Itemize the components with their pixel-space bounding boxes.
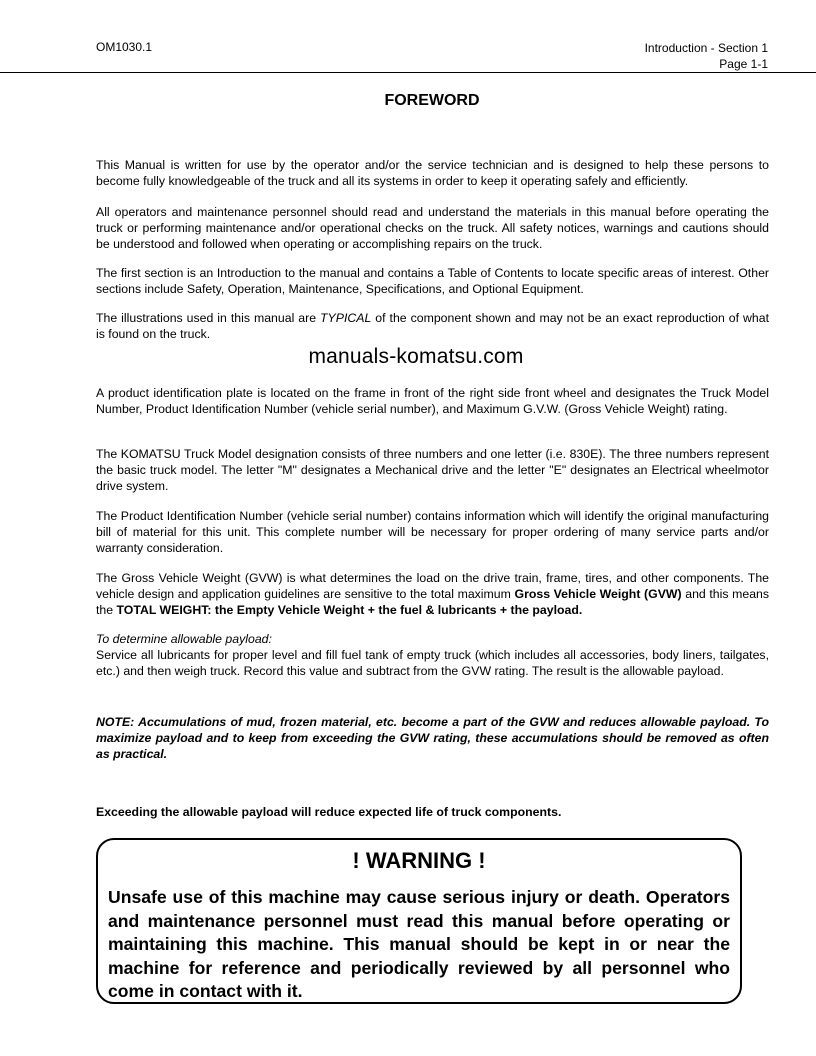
- paragraph-purpose: This Manual is written for use by the operator and/or the service technician and is designed to help these persons to become fully knowledgeable of the truck and all its systems in order to keep it operating safely and efficiently.: [96, 158, 769, 188]
- paragraph-model-designation: The KOMATSU Truck Model designation consists of three numbers and one letter (i.e. 830E). The three numbers represent the basic truck model. The letter "M" designates a Mechanical drive and the letter "E" designates an Electrical wheelmotor drive system.: [96, 447, 769, 493]
- page-number: Page 1-1: [719, 57, 768, 71]
- paragraph-id-plate: A product identification plate is located on the frame in front of the right side front wheel and designates the Truck Model Number, Product Identification Number (vehicle serial number), and Maximum G.V.W. (Gross Vehicle Weight) rating.: [96, 386, 769, 416]
- warning-box: [96, 838, 742, 1004]
- paragraph-gvw: The Gross Vehicle Weight (GVW) is what determines the load on the drive train, frame, tires, and other components. The vehicle design and application guidelines are sensitive to the total maximum Gross Vehicle Weight (GVW) and this means the TOTAL WEIGHT: the Empty Vehicle Weight + the fuel & lubricants + the payload.: [96, 571, 770, 617]
- payload-instructions: Service all lubricants for proper level and fill fuel tank of empty truck (which includes all accessories, body liners, tailgates, etc.) and then weigh truck. Record this value and subtract from the GVW rating. The result is the allowable payload.: [96, 648, 769, 678]
- paragraph-illustrations: The illustrations used in this manual are TYPICAL of the component shown and may not be an exact reproduction of what is found on the truck.: [96, 311, 769, 341]
- warning-title: ! WARNING !: [352, 848, 486, 873]
- paragraph-read-manual: All operators and maintenance personnel should read and understand the materials in this manual before operating the truck or performing maintenance and/or operational checks on the truck. All safety notices, warnings and cautions should be understood and followed when operating or accomplishing repairs on the truck.: [96, 205, 769, 251]
- page-title: FOREWORD: [384, 92, 480, 109]
- warning-text: Unsafe use of this machine may cause serious injury or death. Operators and maintenance personnel must read this manual before operating or maintaining this machine. This manual should be kept in or near the machine for reference and periodically reviewed by all personnel who come in contact with it.: [108, 887, 730, 1001]
- header-divider: [0, 72, 816, 73]
- section-label: Introduction - Section 1: [644, 41, 768, 55]
- document-code: OM1030.1: [96, 40, 153, 54]
- payload-warning-line: Exceeding the allowable payload will reduce expected life of truck components.: [96, 805, 562, 819]
- watermark-text: manuals-komatsu.com: [308, 345, 524, 368]
- payload-heading: To determine allowable payload:: [96, 632, 272, 646]
- paragraph-pin: The Product Identification Number (vehicle serial number) contains information which will identify the original manufacturing bill of material for this unit. This complete number will be necessary for proper ordering of many service parts and/or warranty consideration.: [96, 509, 769, 555]
- header-right: [645, 40, 768, 72]
- note-text: NOTE: Accumulations of mud, frozen material, etc. become a part of the GVW and reduces allowable payload. To maximize payload and to keep from exceeding the GVW rating, these accumulations should be removed as often as practical.: [96, 715, 769, 761]
- paragraph-sections: The first section is an Introduction to the manual and contains a Table of Contents to locate specific areas of interest. Other sections include Safety, Operation, Maintenance, Specifications, and Optional Equipment.: [96, 266, 769, 296]
- payload-section: [96, 631, 769, 679]
